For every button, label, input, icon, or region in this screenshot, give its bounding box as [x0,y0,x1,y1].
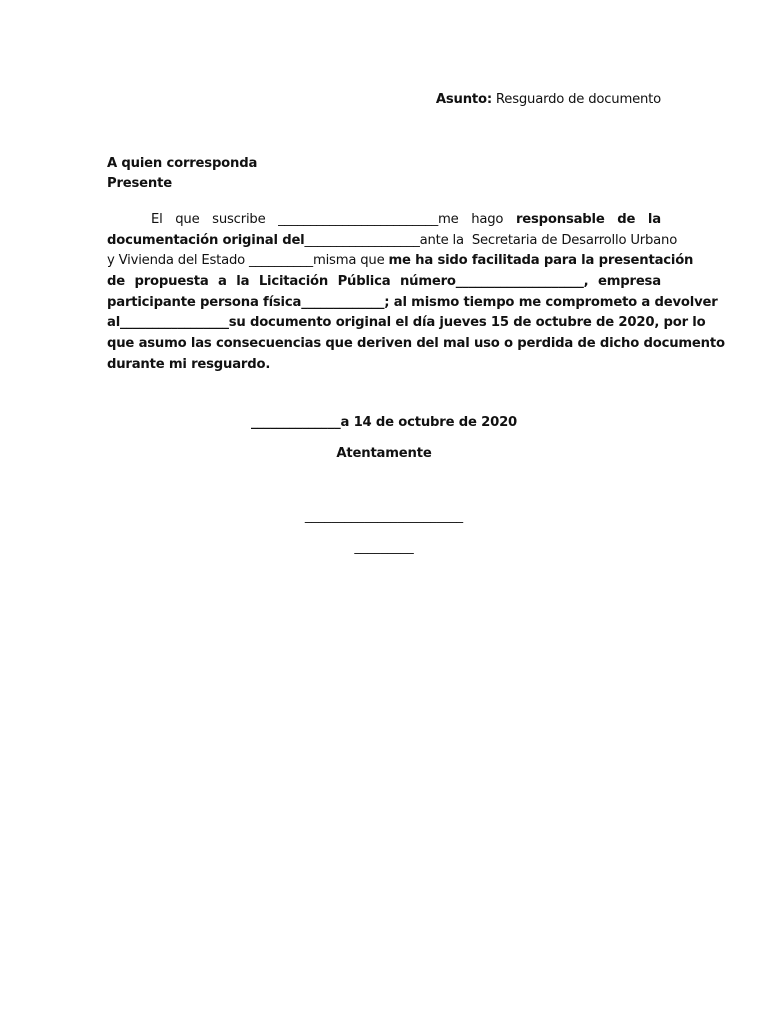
closing-text: Atentamente [336,446,432,461]
body-segment: __________________ante la Secretaria de Desarrollo Urbano [304,232,678,248]
body-word: número____________________, [399,274,589,290]
addressee-line-1: A quien corresponda [107,156,258,171]
body-line-2 [107,231,678,252]
body-segment: y Vivienda del Estado __________misma que [107,253,389,269]
subject-text: Resguardo de documento [491,92,661,107]
body-word: de [617,212,636,227]
addressee-block [107,154,257,194]
body-line-8 [107,355,661,376]
body-word: empresa [597,274,661,290]
body-segment: me ha sido facilitada para la presentación [388,253,694,269]
body-line-1 [107,210,661,231]
body-line-3 [107,251,694,272]
body-word: suscribe [212,212,266,227]
body-line-7 [107,334,725,355]
subject-label: Asunto: [435,92,492,107]
body-word: responsable [515,212,605,227]
body-word: hago [471,212,504,227]
body-segment: participante persona física_____________; al mismo tiempo me comprometo a devolver [107,294,718,310]
body-line-5 [107,293,718,314]
body-word: Pública [337,274,391,290]
body-word: que [175,212,200,227]
date-line: ______________a 14 de octubre de 2020 [250,415,518,430]
body-line-4 [107,272,661,293]
letter-body [107,210,725,376]
body-word: la [236,274,250,290]
body-segment: durante mi resguardo. [107,356,271,372]
signature-name-line: _________ [354,540,414,555]
addressee-line-2: Presente [107,176,172,191]
body-segment: documentación original del [107,232,305,248]
body-segment: _________________su documento original el día jueves 15 de octubre de 2020, por lo [120,315,706,331]
body-segment: que asumo las consecuencias que deriven del mal uso o perdida de dicho documento [107,336,725,352]
body-word: El [151,212,163,227]
body-word: _________________________me [278,212,459,227]
body-word: la [647,212,661,227]
body-word: a [218,274,227,290]
body-word: Licitación [258,274,329,290]
body-word: al [107,315,121,331]
signature-line: ________________________ [304,509,464,524]
body-word: propuesta [134,274,209,290]
body-line-6 [107,313,706,334]
body-word: de [107,274,125,290]
subject-line [436,92,661,107]
